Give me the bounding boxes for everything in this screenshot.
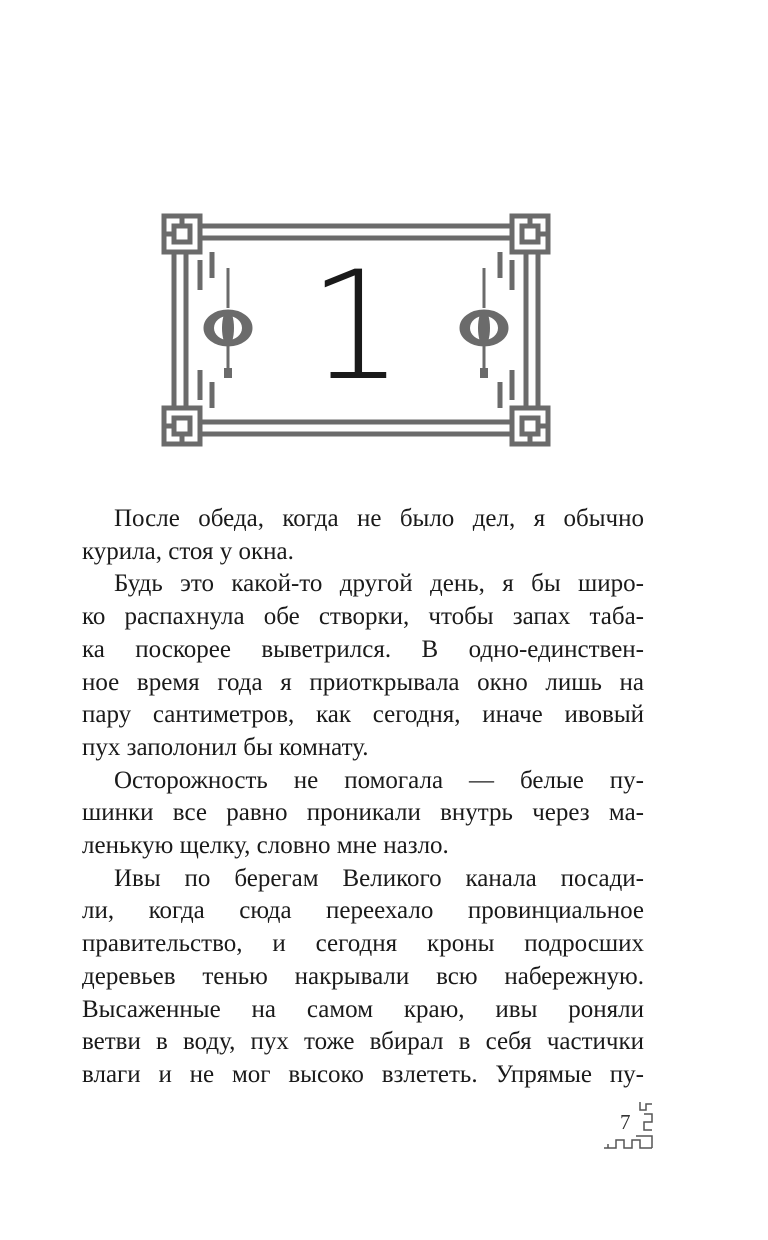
- text-line: правительство, и сегодня кроны подросших: [82, 930, 644, 958]
- text-line: Высаженные на самом краю, ивы роняли: [82, 995, 644, 1023]
- paragraph: [82, 765, 644, 863]
- text-line: ветви в воду, пух тоже вбирал в себя частички: [82, 1028, 644, 1056]
- text-line: пару сантиметров, как сегодня, иначе ивовый: [82, 701, 644, 729]
- text-line: пух заполонил бы комнату.: [82, 733, 369, 761]
- paragraph: [82, 568, 644, 764]
- text-line: ко распахнула обе створки, чтобы запах таба-: [82, 603, 644, 631]
- text-line: шинки все равно проникали внутрь через ма-: [82, 799, 644, 827]
- chapter-number: 1: [308, 240, 404, 414]
- text-line: Будь это какой-то другой день, я бы широ-: [114, 570, 644, 598]
- text-line: ли, когда сюда переехало провинциальное: [82, 897, 644, 925]
- text-line: ка поскорее выветрился. В одно-единствен-: [82, 635, 644, 663]
- paragraph: [82, 503, 644, 568]
- paragraph: [82, 863, 644, 1092]
- text-line: ленькую щелку, словно мне назло.: [82, 832, 449, 860]
- page-number: 7: [620, 1110, 631, 1134]
- text-line: Ивы по берегам Великого канала посади-: [114, 864, 644, 892]
- text-line: деревьев тенью накрывали всю набережную.: [82, 962, 644, 990]
- chapter-header: [160, 212, 552, 448]
- chapter-body-text: [82, 503, 644, 1092]
- text-line: После обеда, когда не было дел, я обычно: [114, 505, 644, 532]
- text-line: влаги и не мог высоко взлететь. Упрямые пу-: [82, 1060, 644, 1088]
- text-line: курила, стоя у окна.: [82, 537, 294, 565]
- text-line: ное время года я приоткрывала окно лишь на: [82, 668, 644, 696]
- text-line: Осторожность не помогала — белые пу-: [114, 766, 644, 794]
- page-footer: [600, 1100, 660, 1152]
